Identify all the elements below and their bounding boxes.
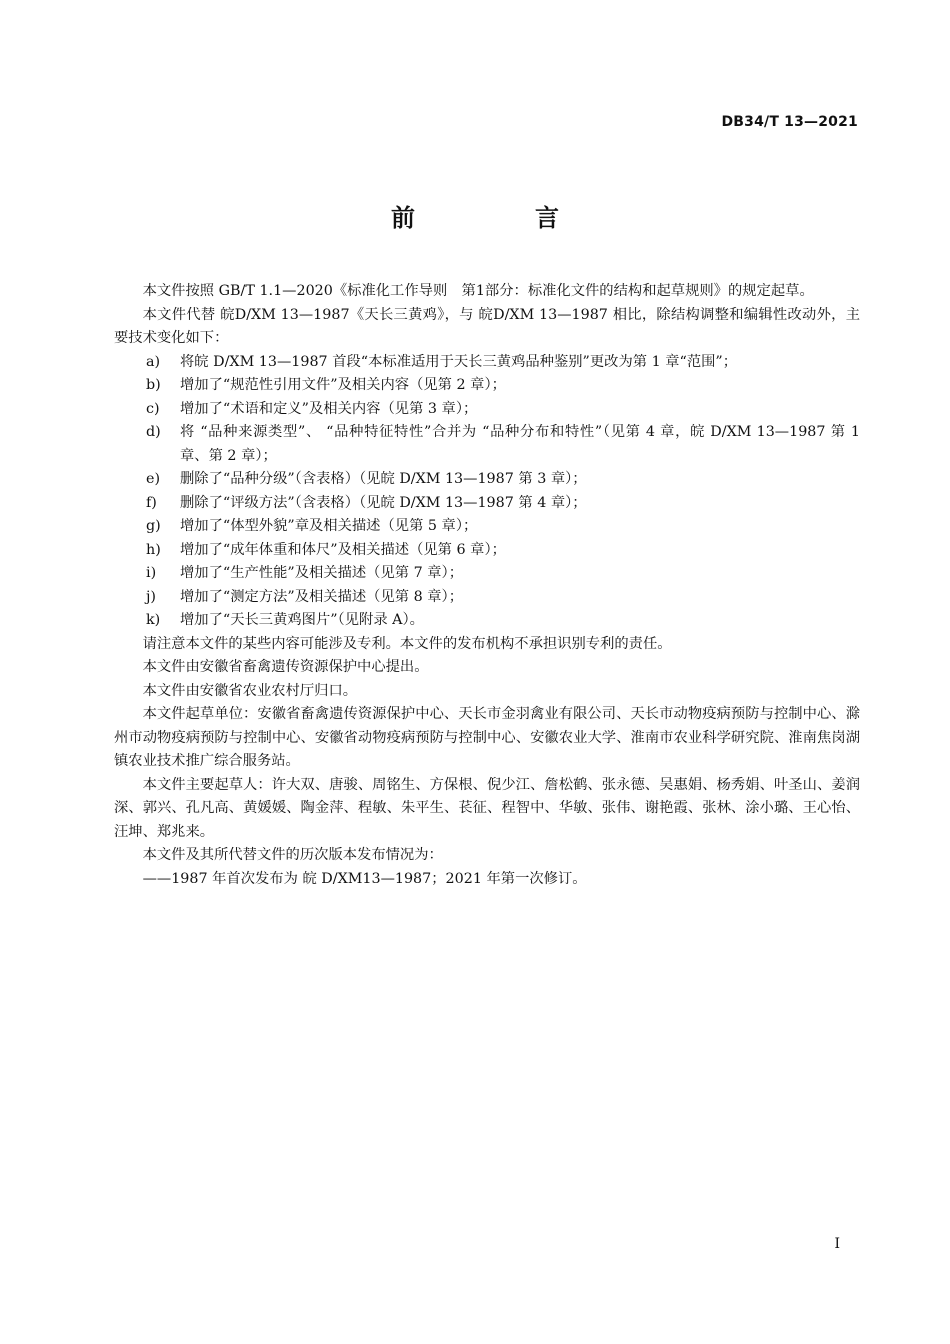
page-title: 前 言	[391, 204, 607, 232]
foreword-body	[114, 280, 860, 891]
list-item-label: e)	[146, 471, 161, 487]
list-item	[146, 468, 860, 492]
changes-list	[114, 351, 860, 633]
paragraph-proposer: 本文件由安徽省畜禽遗传资源保护中心提出。	[142, 659, 429, 675]
document-code: DB34/T 13—2021	[721, 114, 858, 130]
list-item	[146, 609, 860, 633]
list-item-text: 增加了“测定方法”及相关描述（见第 8 章）；	[180, 588, 463, 605]
list-item-label: d)	[146, 424, 161, 440]
list-item	[146, 562, 860, 586]
list-item-label: c)	[146, 400, 160, 417]
list-item-text: 增加了“体型外貌”章及相关描述（见第 5 章）；	[180, 518, 478, 534]
list-item	[146, 492, 860, 516]
list-item	[146, 374, 860, 398]
paragraph-replacement: 本文件代替 皖D/XM 13—1987《天长三黄鸡》，与 皖D/XM 13—1987 相比，除结构调整和编辑性改动外，主要技术变化如下：	[114, 306, 860, 346]
list-item-text: 增加了“天长三黄鸡图片”（见附录 A）。	[180, 612, 424, 628]
list-item-label: k)	[146, 612, 161, 628]
list-item-text: 删除了“品种分级”（含表格）（见皖 D/XM 13—1987 第 3 章）；	[180, 471, 587, 487]
paragraph-drafting-basis: 本文件按照 GB/T 1.1—2020《标准化工作导则 第1部分：标准化文件的结构和起草规则》的规定起草。	[142, 283, 814, 299]
list-item-text: 增加了“规范性引用文件”及相关内容（见第 2 章）；	[180, 377, 506, 393]
list-item-text: 删除了“评级方法”（含表格）（见皖 D/XM 13—1987 第 4 章）；	[180, 494, 587, 511]
page-number: I	[834, 1236, 840, 1252]
list-item-text: 增加了“成年体重和体尺”及相关描述（见第 6 章）；	[180, 541, 506, 558]
list-item-label: b)	[146, 377, 161, 393]
paragraph-history-heading: 本文件及其所代替文件的历次版本发布情况为：	[142, 847, 443, 863]
list-item	[146, 539, 860, 563]
list-item-label: f)	[146, 494, 157, 511]
list-item-label: i)	[146, 565, 157, 581]
list-item	[146, 586, 860, 610]
list-item	[146, 398, 860, 422]
list-item-text: 增加了“生产性能”及相关描述（见第 7 章）；	[180, 565, 463, 581]
list-item-text: 将 “品种来源类型”、 “品种特征特性”合并为 “品种分布和特性”（见第 4 章，皖 D/XM 13—1987 第 1 章、第 2 章）；	[180, 424, 860, 464]
list-item	[146, 421, 860, 468]
list-item-label: a)	[146, 353, 161, 370]
paragraph-drafters: 本文件主要起草人：许大双、唐骏、周铭生、方保根、倪少江、詹松鹤、张永德、吴惠娟、杨秀娟、叶圣山、姜润深、郭兴、孔凡高、黄媛媛、陶金萍、程敏、朱平生、苌征、程智中、华敏、张伟、谢艳霞、张林、涂小璐、王心怡、汪坤、郑兆来。	[114, 776, 860, 840]
paragraph-administrator: 本文件由安徽省农业农村厅归口。	[142, 682, 358, 699]
paragraph-drafting-units: 本文件起草单位：安徽省畜禽遗传资源保护中心、天长市金羽禽业有限公司、天长市动物疫病预防与控制中心、滁州市动物疫病预防与控制中心、安徽省动物疫病预防与控制中心、安徽农业大学、淮南市农业科学研究院、淮南焦岗湖镇农业技术推广综合服务站。	[114, 706, 860, 769]
list-item	[146, 515, 860, 539]
list-item	[146, 351, 860, 375]
paragraph-history-entry: ——1987 年首次发布为 皖 D/XM13—1987；2021 年第一次修订。	[142, 870, 587, 887]
list-item-label: j)	[146, 588, 157, 605]
list-item-text: 增加了“术语和定义”及相关内容（见第 3 章）；	[180, 400, 478, 417]
list-item-label: g)	[146, 518, 161, 534]
paragraph-patent-notice: 请注意本文件的某些内容可能涉及专利。本文件的发布机构不承担识别专利的责任。	[142, 635, 672, 652]
list-item-label: h)	[146, 541, 161, 558]
list-item-text: 将皖 D/XM 13—1987 首段“本标准适用于天长三黄鸡品种鉴别”更改为第 1 章“范围”；	[180, 353, 738, 370]
